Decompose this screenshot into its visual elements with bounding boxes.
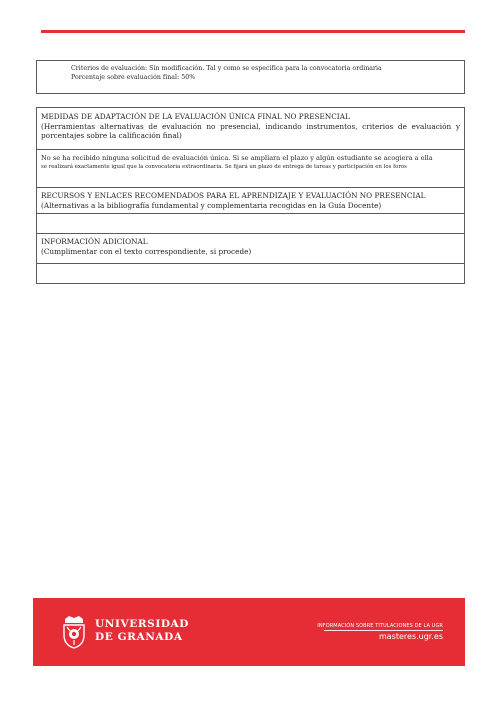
criteria-box: [36, 60, 465, 94]
adaptation-body-row: [37, 150, 464, 188]
university-name-line1: UNIVERSIDAD: [95, 618, 189, 630]
university-crest-icon: [61, 615, 87, 649]
adaptation-body-text: No se ha recibido ninguna solicitud de evaluación única. Si se ampliara el plazo y algún estudiante se acogiera a ella: [41, 154, 433, 162]
info-subheading: (Cumplimentar con el texto correspondiente, si procede): [41, 246, 252, 256]
adaptation-body-text-continued: se realizará exactamente igual que la convocatoria extraordinaria. Se fijará un plazo de entrega de tareas y participación en los foros: [41, 164, 407, 170]
info-body-row: [37, 264, 464, 283]
website-link[interactable]: masteres.ugr.es: [378, 632, 443, 641]
adaptation-table: [36, 107, 465, 284]
footer-divider: [324, 630, 443, 631]
info-header-row: [37, 234, 464, 264]
footer-banner: [33, 598, 465, 666]
adaptation-subheading: (Herramientas alternativas de evaluación no presencial, indicando instrumentos, criterios de evaluación y porcentajes sobre la calificación final): [41, 121, 460, 140]
percentage-text: Porcentaje sobre evaluación final: 50%: [71, 74, 196, 81]
adaptation-heading: MEDIDAS DE ADAPTACIÓN DE LA EVALUACIÓN ÚNICA FINAL NO PRESENCIAL: [41, 112, 350, 121]
adaptation-header-row: [37, 108, 464, 150]
criteria-text: Criterios de evaluación: Sin modificación. Tal y como se especifica para la convocatoria ordinaria: [71, 65, 382, 72]
resources-header-row: [37, 188, 464, 214]
resources-subheading: (Alternativas a la bibliografía fundamental y complementaria recogidas en la Guía Docente): [41, 200, 382, 210]
resources-heading: RECURSOS Y ENLACES RECOMENDADOS PARA EL APRENDIZAJE Y EVALUACIÓN NO PRESENCIAL: [41, 191, 426, 200]
footer-info-text: INFORMACIÓN SOBRE TITULACIONES DE LA UGR: [317, 623, 443, 629]
header-rule: [41, 30, 465, 33]
info-heading: INFORMACIÓN ADICIONAL: [41, 237, 148, 246]
university-name-line2: DE GRANADA: [95, 631, 183, 643]
resources-body-row: [37, 214, 464, 234]
